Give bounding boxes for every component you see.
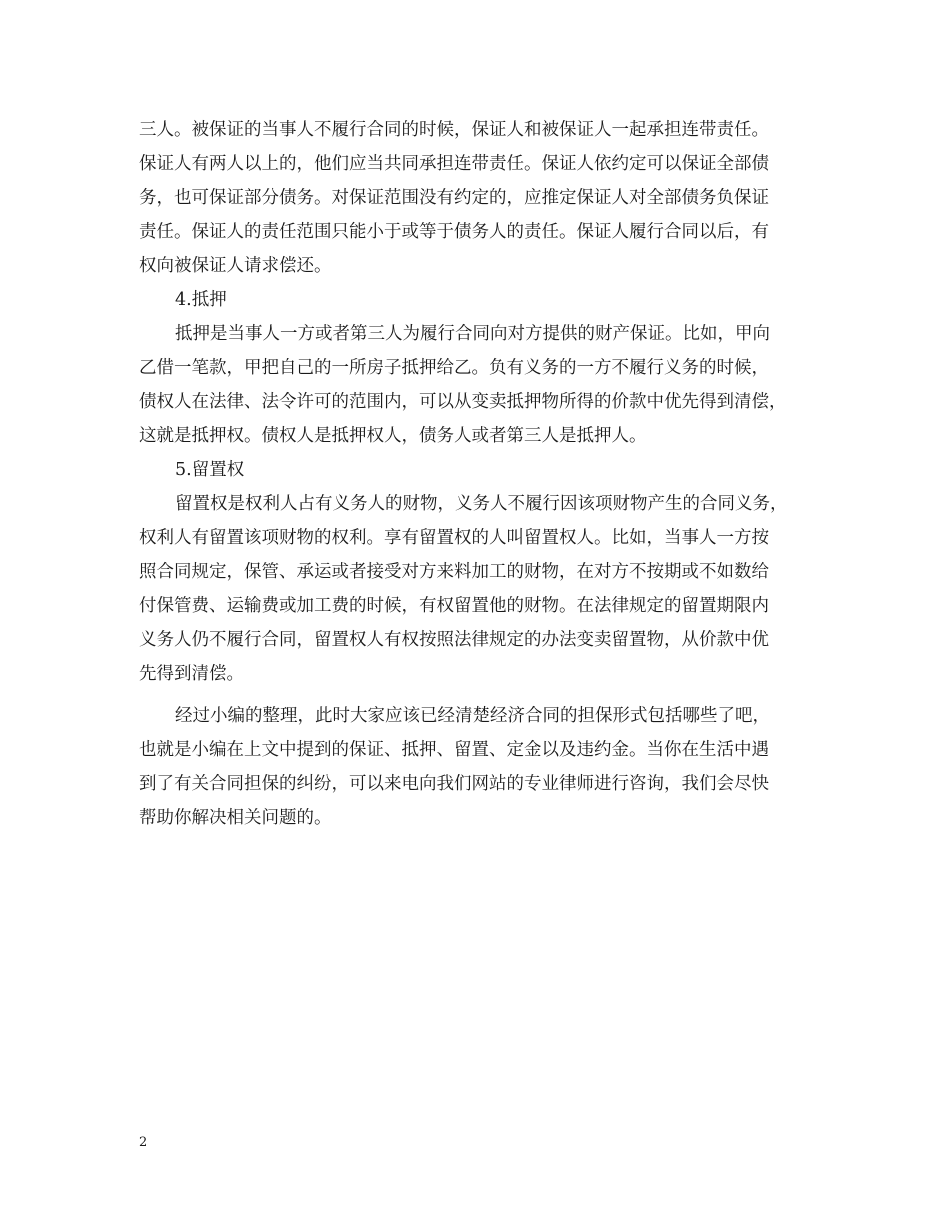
text-line: 先得到清偿。 bbox=[139, 664, 244, 684]
text-line: 三人。被保证的当事人不履行合同的时候，保证人和被保证人一起承担连带责任。 bbox=[139, 120, 769, 140]
document-body bbox=[139, 113, 829, 835]
text-line: 留置权是权利人占有义务人的财物，义务人不履行因该项财物产生的合同义务， bbox=[175, 494, 788, 514]
text-line: 到了有关合同担保的纠纷，可以来电向我们网站的专业律师进行咨询，我们会尽快 bbox=[139, 774, 769, 794]
text-line: 乙借一笔款，甲把自己的一所房子抵押给乙。负有义务的一方不履行义务的时候， bbox=[139, 358, 769, 378]
text-line: 责任。保证人的责任范围只能小于或等于债务人的责任。保证人履行合同以后，有 bbox=[139, 222, 769, 242]
text-line: 权向被保证人请求偿还。 bbox=[139, 256, 332, 276]
text-line: 债权人在法律、法令许可的范围内，可以从变卖抵押物所得的价款中优先得到清偿， bbox=[139, 392, 787, 412]
text-line: 义务人仍不履行合同，留置权人有权按照法律规定的办法变卖留置物，从价款中优 bbox=[139, 630, 769, 650]
text-line: 付保管费、运输费或加工费的时候，有权留置他的财物。在法律规定的留置期限内 bbox=[139, 596, 769, 616]
section-heading-mortgage: 4.抵押 bbox=[175, 290, 227, 310]
text-line: 务，也可保证部分债务。对保证范围没有约定的，应推定保证人对全部债务负保证 bbox=[139, 188, 769, 208]
text-line: 帮助你解决相关问题的。 bbox=[139, 808, 332, 828]
page-number: 2 bbox=[139, 1135, 148, 1150]
section-heading-lien: 5.留置权 bbox=[175, 460, 245, 480]
text-line: 这就是抵押权。债权人是抵押权人，债务人或者第三人是抵押人。 bbox=[139, 426, 647, 446]
text-line: 照合同规定，保管、承运或者接受对方来料加工的财物，在对方不按期或不如数给 bbox=[139, 562, 769, 582]
text-line: 经过小编的整理，此时大家应该已经清楚经济合同的担保形式包括哪些了吧， bbox=[175, 706, 770, 726]
text-line: 也就是小编在上文中提到的保证、抵押、留置、定金以及违约金。当你在生活中遇 bbox=[139, 740, 769, 760]
text-line: 抵押是当事人一方或者第三人为履行合同向对方提供的财产保证。比如，甲向 bbox=[175, 324, 770, 344]
text-line: 保证人有两人以上的，他们应当共同承担连带责任。保证人依约定可以保证全部债 bbox=[139, 154, 769, 174]
text-line: 权利人有留置该项财物的权利。享有留置权的人叫留置权人。比如，当事人一方按 bbox=[139, 528, 769, 548]
